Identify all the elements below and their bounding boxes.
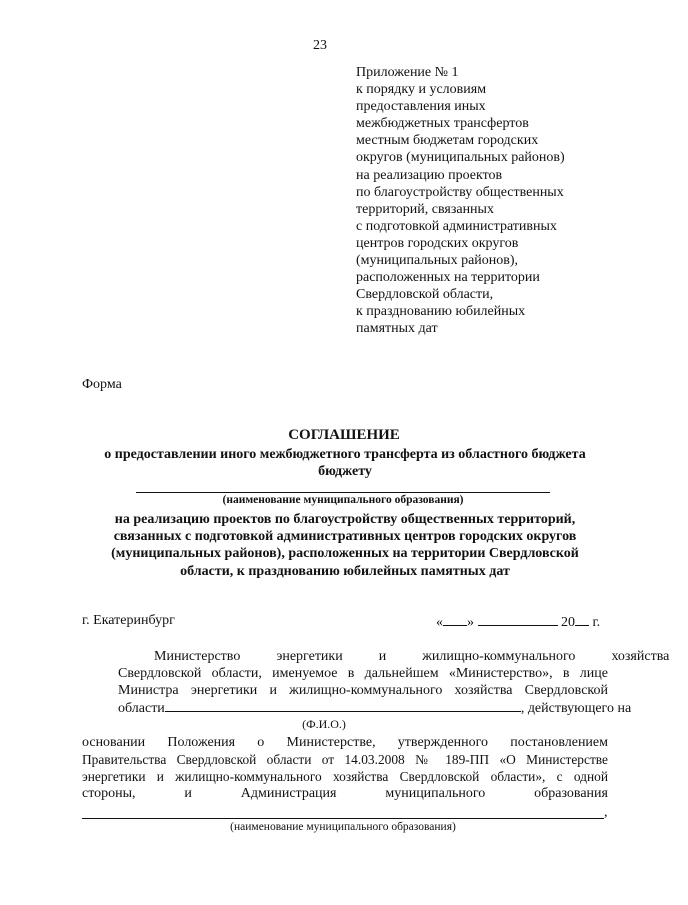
subtitle-line: бюджету — [318, 464, 372, 479]
appendix-line: на реализацию проектов — [356, 167, 503, 183]
appendix-line: межбюджетных трансфертов — [356, 116, 529, 132]
paragraph-line — [82, 785, 608, 802]
year-blank[interactable] — [575, 613, 589, 626]
date-field — [436, 613, 600, 631]
appendix-line: расположенных на территории — [356, 270, 540, 286]
city: г. Екатеринбург — [82, 613, 175, 628]
paragraph-line: Правительства Свердловской области от 14.03.2008 № 189-ПП «О Министерстве — [82, 752, 608, 767]
word: хозяйства — [611, 649, 670, 664]
word: стороны, — [82, 786, 136, 801]
fio-caption: (Ф.И.О.) — [302, 717, 346, 731]
appendix-line: центров городских округов — [356, 235, 519, 251]
word: муниципального — [385, 786, 486, 801]
purpose-line: (муниципальных районов), расположенных на территории Свердловской — [111, 546, 579, 562]
month-blank[interactable] — [478, 613, 558, 626]
line-end: , действующего на — [520, 701, 632, 716]
appendix-line: территорий, связанных — [356, 201, 494, 217]
municipality-caption: (наименование муниципального образования) — [230, 821, 456, 833]
word: энергетики — [276, 649, 343, 664]
page-number: 23 — [313, 38, 327, 53]
appendix-line: Приложение № 1 — [356, 65, 459, 80]
municipality-caption-bold: (наименование муниципального образования) — [222, 494, 464, 506]
appendix-line: предоставления иных — [356, 99, 486, 115]
paragraph-line: основании Положения о Министерстве, утвержденного постановлением — [82, 735, 608, 750]
purpose-line: области, к празднованию юбилейных памятных дат — [180, 563, 510, 579]
document-subtitle — [82, 446, 608, 480]
paragraph-line — [82, 648, 670, 665]
agreement-purpose — [82, 511, 608, 580]
appendix-line: Свердловской области, — [356, 287, 494, 303]
purpose-line: на реализацию проектов по благоустройству общественных территорий, — [114, 512, 576, 527]
date-close-quote: » — [467, 615, 474, 630]
appendix-line: к празднованию юбилейных — [356, 304, 526, 320]
appendix-line: по благоустройству общественных — [356, 184, 564, 200]
word: и — [378, 649, 387, 664]
paragraph-basis — [82, 734, 608, 802]
paragraph-line: Министра энергетики и жилищно-коммунального хозяйства Свердловской — [118, 683, 608, 698]
year-prefix: 20 — [561, 615, 575, 630]
word: образования — [534, 786, 608, 801]
word: Администрация — [240, 786, 337, 801]
paragraph-line: энергетики и жилищно-коммунального хозяйства Свердловской области», с одной — [82, 769, 608, 784]
paragraph-line — [82, 699, 632, 717]
word: Министерство — [154, 649, 241, 664]
administration-name-blank[interactable] — [82, 818, 604, 819]
line-start: области — [118, 701, 165, 716]
appendix-line: (муниципальных районов), — [356, 253, 519, 269]
year-suffix: г. — [592, 615, 601, 630]
form-label: Форма — [82, 377, 122, 392]
purpose-line: связанных с подготовкой административных центров городских округов — [113, 529, 577, 545]
date-open-quote: « — [436, 615, 443, 630]
word: и — [184, 786, 192, 801]
word: жилищно-коммунального — [422, 649, 576, 664]
appendix-line: местным бюджетам городских — [356, 133, 539, 149]
paragraph-line: Свердловской области, именуемое в дальнейшем «Министерство», в лице — [118, 666, 608, 681]
document-title: СОГЛАШЕНИЕ — [288, 427, 400, 443]
paragraph-ministry — [82, 648, 670, 717]
subtitle-line: о предоставлении иного межбюджетного трансферта из областного бюджета — [104, 447, 586, 462]
appendix-header — [356, 64, 626, 338]
municipality-fill-line[interactable] — [136, 492, 550, 493]
trailing-comma: , — [604, 805, 608, 820]
appendix-line: памятных дат — [356, 321, 438, 337]
day-blank[interactable] — [443, 613, 467, 626]
appendix-line: к порядку и условиям — [356, 82, 487, 98]
minister-name-blank[interactable] — [165, 699, 521, 712]
appendix-line: с подготовкой административных — [356, 218, 557, 234]
appendix-line: округов (муниципальных районов) — [356, 150, 565, 166]
